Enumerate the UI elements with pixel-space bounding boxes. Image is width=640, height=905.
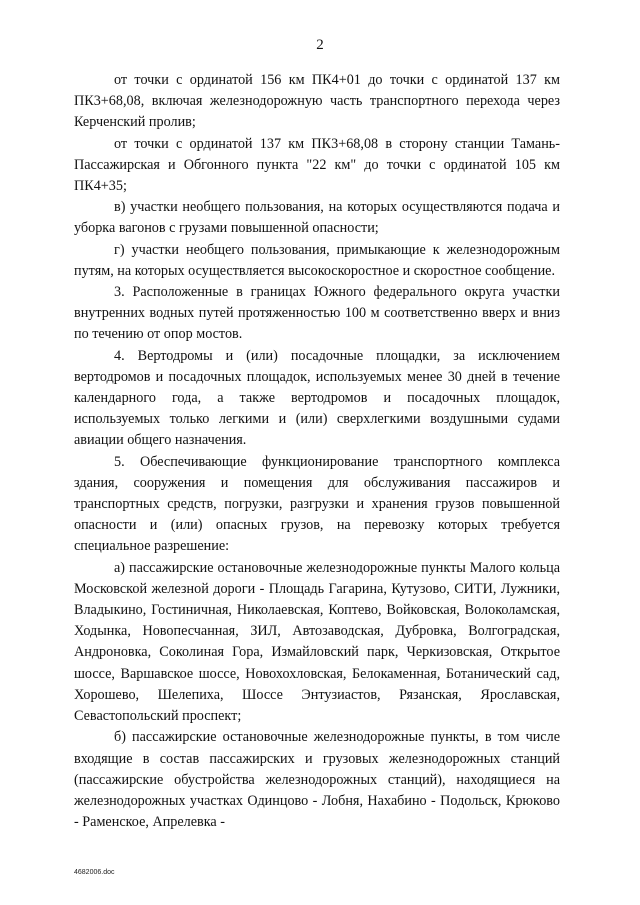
- footer-document-code: 4682006.doc: [74, 869, 115, 876]
- paragraph-item-b: б) пассажирские остановочные железнодорожные пункты, в том числе входящие в состав пассажирских и грузовых железнодорожных станций (пассажирские обустройства железнодорожных станций), находящиеся на железнодорожных участках Одинцово - Лобня, Нахабино - Подольск, Крюково - Раменское, Апрелевка -: [74, 729, 560, 831]
- paragraph-item-v: в) участки необщего пользования, на которых осуществляются подача и уборка вагонов с грузами повышенной опасности;: [74, 199, 560, 237]
- paragraph-item-3: 3. Расположенные в границах Южного федерального округа участки внутренних водных путей протяженностью 100 м соответственно вверх и вниз по течению от опор мостов.: [74, 284, 560, 343]
- paragraph-item-g: г) участки необщего пользования, примыкающие к железнодорожным путям, на которых осуществляется высокоскоростное и скоростное сообщение.: [74, 241, 560, 279]
- document-body: [74, 70, 560, 833]
- paragraph-item-a: а) пассажирские остановочные железнодорожные пункты Малого кольца Московской железной дороги - Площадь Гагарина, Кутузово, СИТИ, Лужники, Владыкино, Гостиничная, Николаевская, Коптево, Войковская, Волоколамская, Ходынка, Новопесчанная, ЗИЛ, Автозаводская, Дубровка, Волгоградская, Андроновка, Соколиная Гора, Измайловский парк, Черкизовская, Открытое шоссе, Варшавское шоссе, Новохохловская, Белокаменная, Ботанический сад, Хорошево, Шелепиха, Шоссе Энтузиастов, Рязанская, Ярославская, Севастопольский проспект;: [74, 559, 560, 725]
- paragraph-section-taman: от точки с ординатой 137 км ПК3+68,08 в сторону станции Тамань-Пассажирская и Обгонного пункта "22 км" до точки с ординатой 105 км ПК4+35;: [74, 135, 560, 195]
- paragraph-item-4: 4. Вертодромы и (или) посадочные площадки, за исключением вертодромов и посадочных площадок, используемых менее 30 дней в течение календарного года, а также вертодромов и посадочных площадок, используемых только легкими и (или) сверхлегкими воздушными судами авиации общего назначения.: [74, 347, 560, 449]
- paragraph-item-5: 5. Обеспечивающие функционирование транспортного комплекса здания, сооружения и помещения для обслуживания пассажиров и транспортных средств, погрузки, разгрузки и хранения грузов повышенной опасности и (или) опасных грузов, на перевозку которых требуется специальное разрешение:: [74, 453, 560, 555]
- page-number: 2: [316, 37, 324, 53]
- paragraph-section-start: от точки с ординатой 156 км ПК4+01 до точки с ординатой 137 км ПК3+68,08, включая железнодорожную часть транспортного перехода через Керченский пролив;: [74, 72, 560, 131]
